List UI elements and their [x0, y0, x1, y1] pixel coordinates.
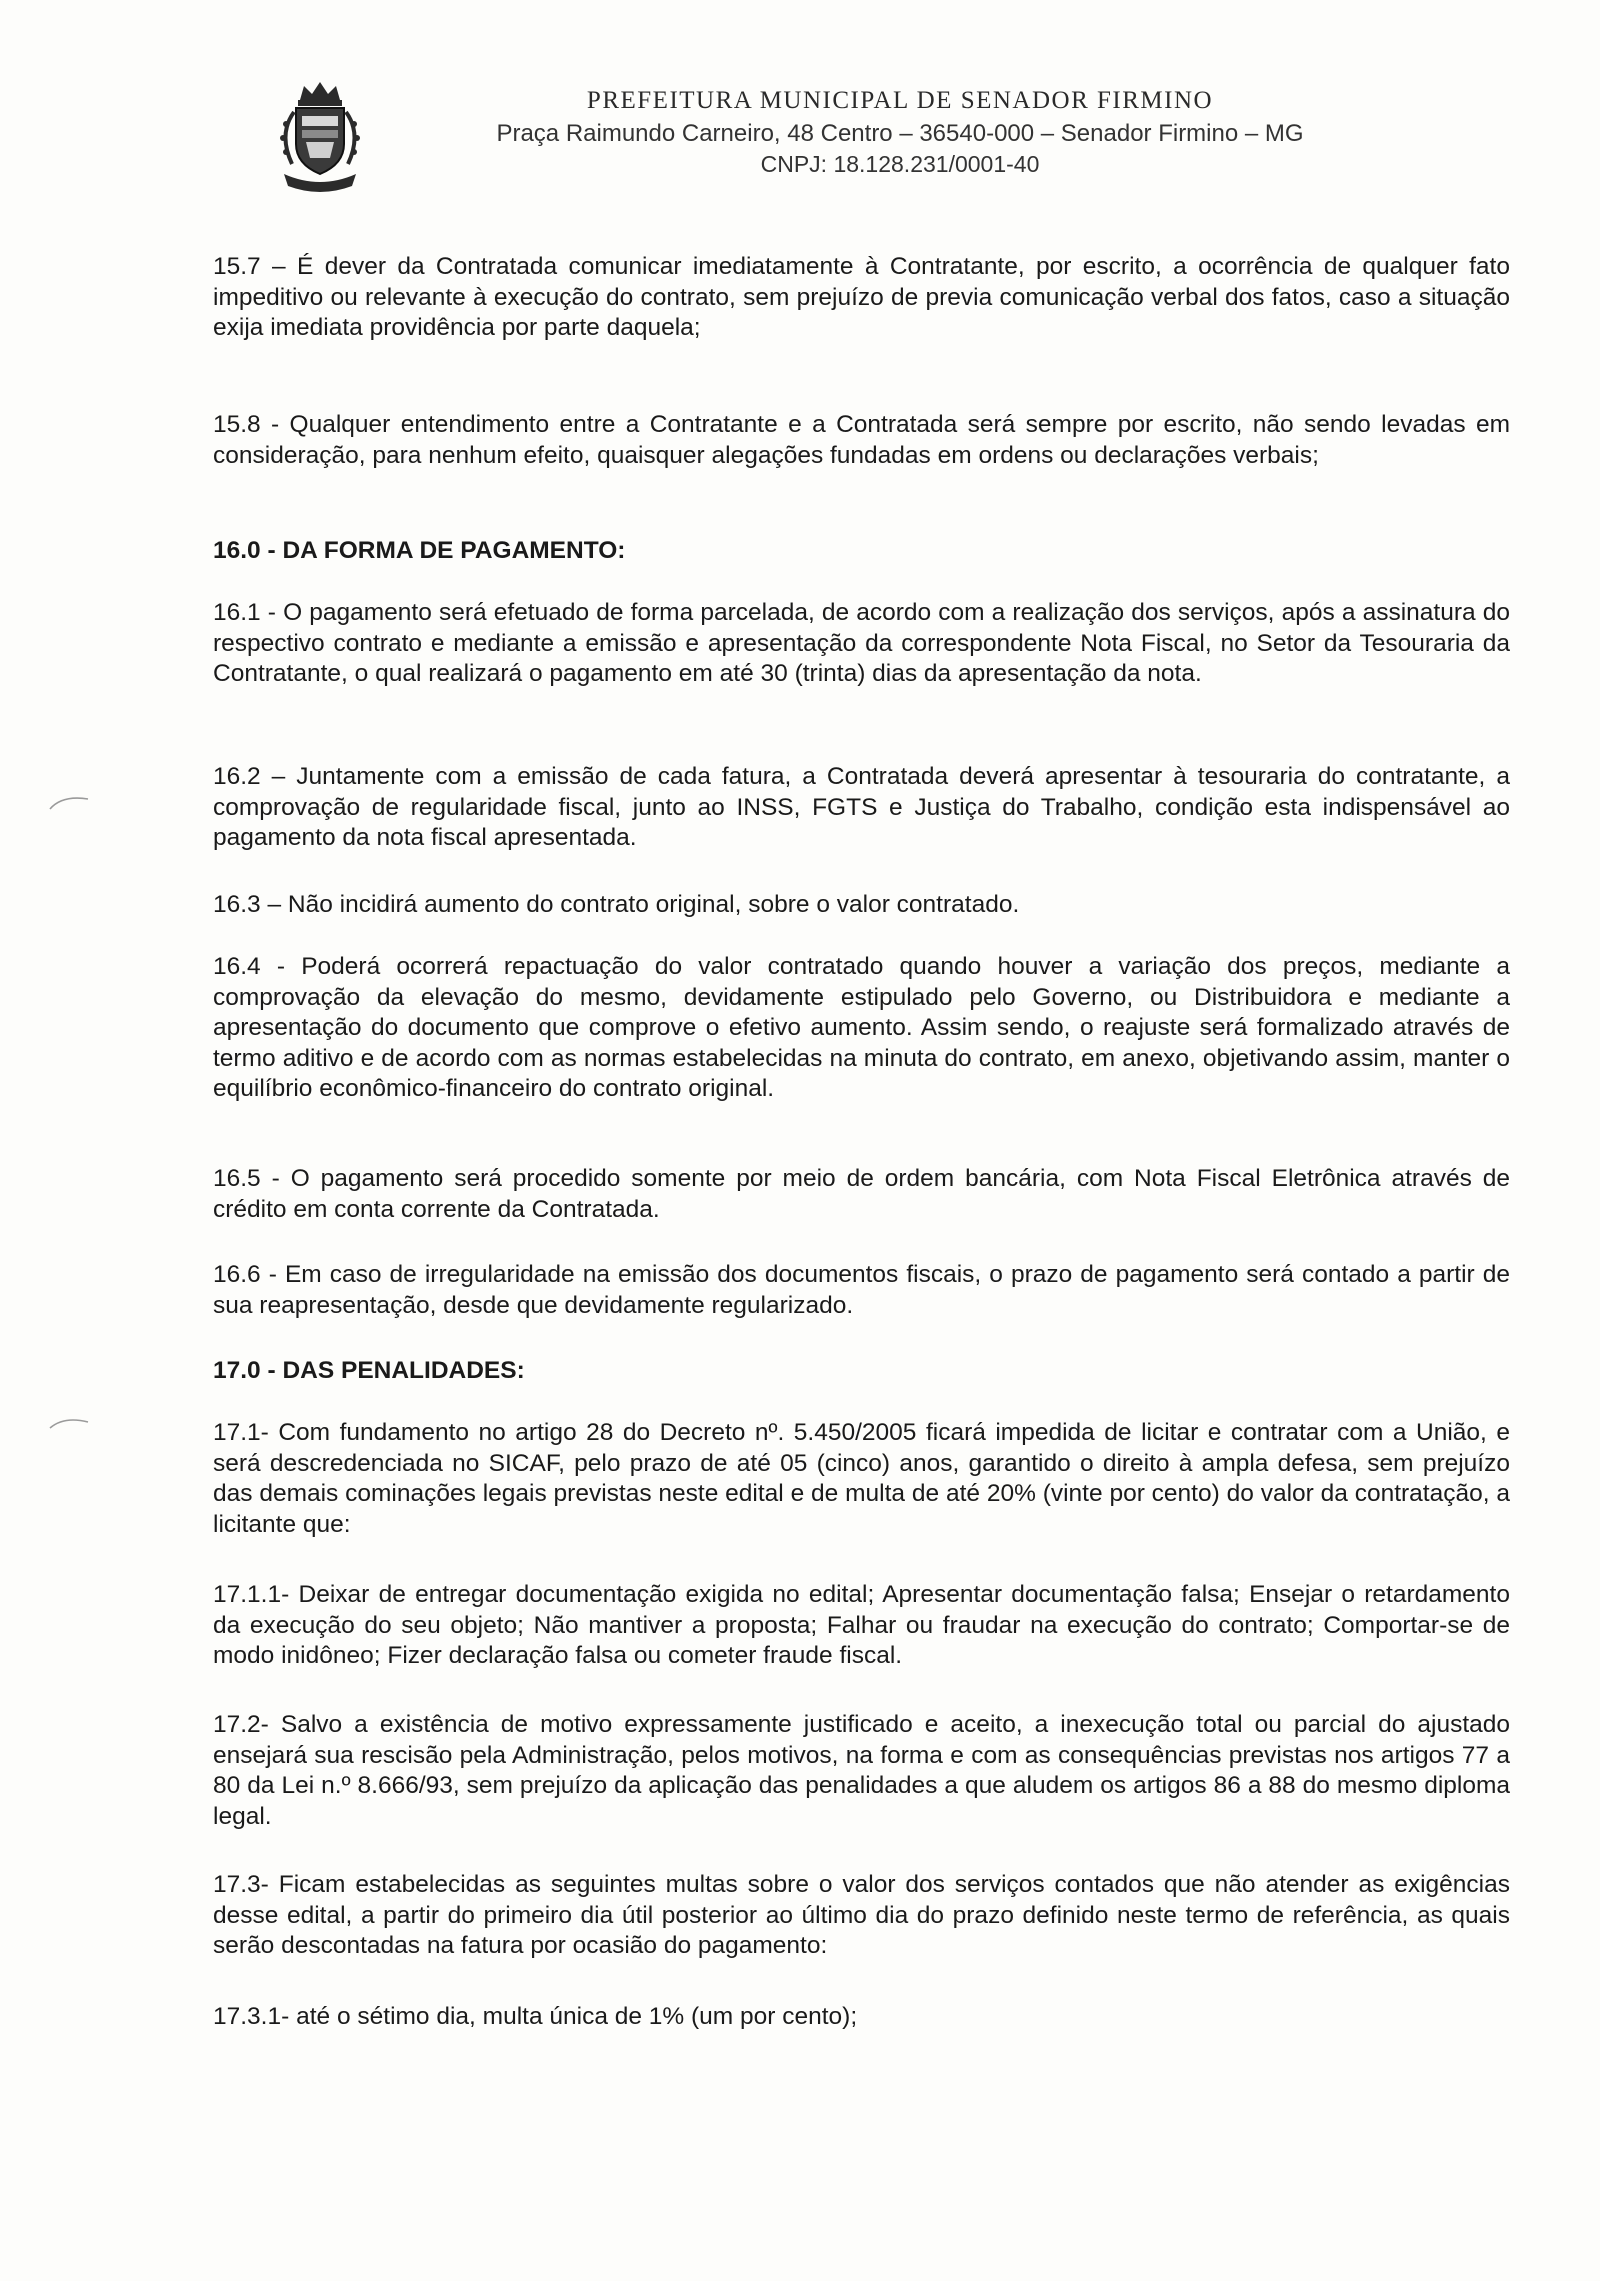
clause-17-3-1: 17.3.1- até o sétimo dia, multa única de 1% (um por cento);: [213, 2003, 858, 2030]
scan-mark: [48, 793, 92, 811]
clause-16-3: 16.3 – Não incidirá aumento do contrato original, sobre o valor contratado.: [213, 891, 1020, 918]
clause-16-1: 16.1 - O pagamento será efetuado de forma parcelada, de acordo com a realização dos serviços, após a assinatura do respectivo contrato e mediante a emissão e apresentação da correspondente Nota Fiscal, no Setor da Tesouraria da Contratante, o qual realizará o pagamento em até 30 (trinta) dias da apresentação da nota.: [213, 599, 1510, 687]
clause-17-2: 17.2- Salvo a existência de motivo expressamente justificado e aceito, a inexecução total ou parcial do ajustado ensejará sua rescisão pela Administração, pelos motivos, na forma e com as consequências previstas nos artigos 77 a 80 da Lei n.º 8.666/93, sem prejuízo da aplicação das penalidades a que aludem os artigos 86 a 88 do mesmo diploma legal.: [213, 1711, 1510, 1830]
clause-16-5: 16.5 - O pagamento será procedido somente por meio de ordem bancária, com Nota Fiscal Eletrônica através de crédito em conta corrente da Contratada.: [213, 1165, 1510, 1223]
clause-17-1: 17.1- Com fundamento no artigo 28 do Decreto nº. 5.450/2005 ficará impedida de licitar e contratar com a União, e será descredenciada no SICAF, pelo prazo de até 05 (cinco) anos, garantido o direito à ampla defesa, sem prejuízo das demais cominações legais previstas neste edital e de multa de até 20% (vinte por cento) do valor da contratação, a licitante que:: [213, 1419, 1510, 1538]
clause-16-6: 16.6 - Em caso de irregularidade na emissão dos documentos fiscais, o prazo de pagamento será contado a partir de sua reapresentação, desde que devidamente regularizado.: [213, 1261, 1510, 1319]
organization-address: Praça Raimundo Carneiro, 48 Centro – 36540-000 – Senador Firmino – MG: [496, 120, 1304, 147]
letterhead: [270, 78, 1450, 198]
clause-17-1-1: 17.1.1- Deixar de entregar documentação exigida no edital; Apresentar documentação falsa; Ensejar o retardamento da execução do seu objeto; Não mantiver a proposta; Falhar ou fraudar na execução do contrato; Comportar-se de modo inidôneo; Fizer declaração falsa ou cometer fraude fiscal.: [213, 1581, 1510, 1669]
section-heading-16: 16.0 - DA FORMA DE PAGAMENTO:: [213, 537, 626, 564]
letterhead-text: [390, 84, 1410, 180]
municipal-coat-of-arms-icon: [270, 78, 370, 196]
clause-15-8: 15.8 - Qualquer entendimento entre a Contratante e a Contratada será sempre por escrito, não sendo levadas em consideração, para nenhum efeito, quaisquer alegações fundadas em ordens ou declarações verbais;: [213, 411, 1510, 469]
clause-16-2: 16.2 – Juntamente com a emissão de cada fatura, a Contratada deverá apresentar à tesouraria do contratante, a comprovação de regularidade fiscal, junto ao INSS, FGTS e Justiça do Trabalho, condição esta indispensável ao pagamento da nota fiscal apresentada.: [213, 763, 1510, 851]
section-heading-17: 17.0 - DAS PENALIDADES:: [213, 1357, 525, 1384]
scan-mark: [48, 1414, 92, 1432]
clause-16-4: 16.4 - Poderá ocorrerá repactuação do valor contratado quando houver a variação dos preços, mediante a comprovação da elevação do mesmo, devidamente estipulado pelo Governo, ou Distribuidora e mediante a apresentação do documento que comprove o efetivo aumento. Assim sendo, o reajuste será formalizado através de termo aditivo e de acordo com as normas estabelecidas na minuta do contrato, em anexo, objetivando assim, manter o equilíbrio econômico-financeiro do contrato original.: [213, 953, 1510, 1102]
clause-15-7: 15.7 – É dever da Contratada comunicar imediatamente à Contratante, por escrito, a ocorrência de qualquer fato impeditivo ou relevante à execução do contrato, sem prejuízo de previa comunicação verbal dos fatos, caso a situação exija imediata providência por parte daquela;: [213, 253, 1510, 341]
clause-17-3: 17.3- Ficam estabelecidas as seguintes multas sobre o valor dos serviços contados que não atender as exigências desse edital, a partir do primeiro dia útil posterior ao último dia do prazo definido neste termo de referência, as quais serão descontadas na fatura por ocasião do pagamento:: [213, 1871, 1510, 1959]
organization-name: PREFEITURA MUNICIPAL DE SENADOR FIRMINO: [586, 87, 1214, 114]
organization-cnpj: CNPJ: 18.128.231/0001-40: [760, 151, 1040, 177]
